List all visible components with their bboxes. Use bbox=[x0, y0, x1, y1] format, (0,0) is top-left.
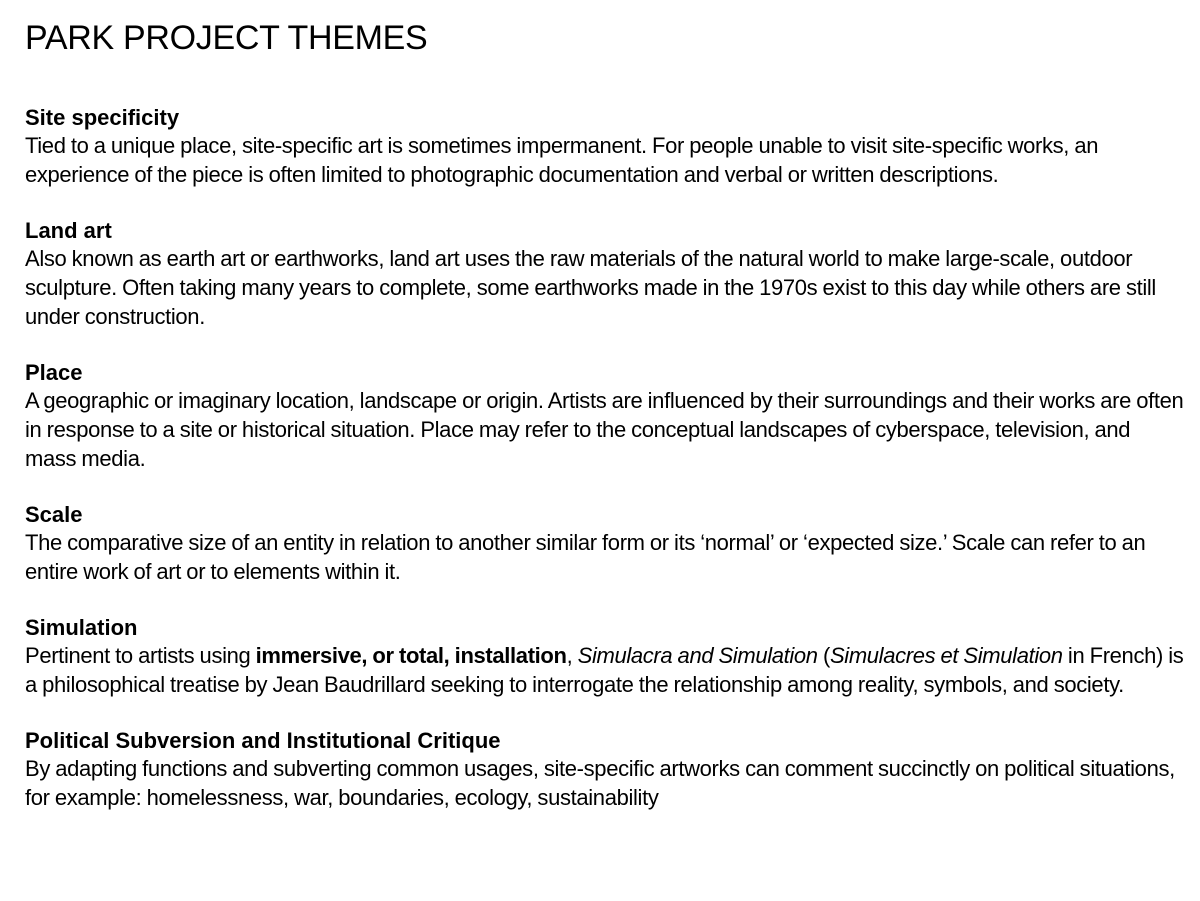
section-heading: Place bbox=[25, 360, 83, 385]
bold-term-total-installation: or total, installation bbox=[372, 643, 567, 668]
section-heading: Site specificity bbox=[25, 105, 180, 130]
punctuation: , bbox=[361, 643, 373, 668]
section-scale bbox=[25, 502, 1185, 586]
section-simulation bbox=[25, 615, 1185, 699]
section-body bbox=[25, 641, 1185, 699]
bold-term-immersive: immersive bbox=[255, 643, 362, 668]
section-land-art bbox=[25, 218, 1185, 331]
section-heading: Political Subversion and Institutional Critique bbox=[25, 728, 501, 753]
italic-title-simulacra: Simulacra and Simulation bbox=[577, 643, 818, 668]
punctuation: ( bbox=[817, 643, 830, 668]
section-body: By adapting functions and subverting common usages, site-specific artworks can comment succinctly on political situations, for example: homelessness, war, boundaries, ecology, sustainability bbox=[25, 756, 1175, 810]
section-body: A geographic or imaginary location, landscape or origin. Artists are influenced by their surroundings and their works are often in response to a site or historical situation. Place may refer to the conceptual landscapes of cyberspace, television, and mass media. bbox=[25, 388, 1184, 471]
section-body: The comparative size of an entity in relation to another similar form or its ‘normal’ or ‘expected size.’ Scale can refer to an entire work of art or to elements within it. bbox=[25, 530, 1146, 584]
section-body: Tied to a unique place, site-specific art is sometimes impermanent. For people unable to visit site-specific works, an experience of the piece is often limited to photographic documentation and verbal or written descriptions. bbox=[25, 133, 1099, 187]
section-heading: Land art bbox=[25, 218, 112, 243]
section-political-subversion bbox=[25, 728, 1185, 812]
body-text: Pertinent to artists using bbox=[25, 643, 256, 668]
section-heading: Scale bbox=[25, 502, 83, 527]
section-place bbox=[25, 360, 1185, 473]
italic-title-simulacres: Simulacres et Simulation bbox=[829, 643, 1063, 668]
document-page bbox=[25, 18, 1185, 841]
page-title: PARK PROJECT THEMES bbox=[25, 19, 428, 57]
punctuation: , bbox=[566, 643, 578, 668]
section-heading: Simulation bbox=[25, 615, 138, 640]
section-site-specificity bbox=[25, 105, 1185, 189]
body-text: in French) is a philosophical treatise by Jean Baudrillard seeking to interrogate the relationship among reality, symbols, and society. bbox=[25, 643, 1184, 697]
section-body: Also known as earth art or earthworks, land art uses the raw materials of the natural world to make large-scale, outdoor sculpture. Often taking many years to complete, some earthworks made in the 1970s exist to this day while others are still under construction. bbox=[25, 246, 1156, 329]
